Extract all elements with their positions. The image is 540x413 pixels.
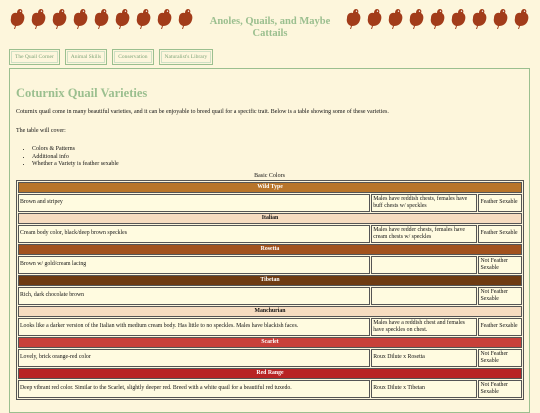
quail-icon bbox=[71, 8, 89, 30]
sexing-notes: Males have reddish chests, females have buff chests w/ speckles bbox=[371, 194, 477, 212]
quail-banner-right bbox=[344, 8, 530, 30]
page-title: Coturnix Quail Varieties bbox=[16, 86, 148, 100]
table-row bbox=[18, 256, 522, 274]
sexing-notes bbox=[371, 287, 477, 305]
sexing-notes: Males have redder chests, females have cream chests w/ speckles bbox=[371, 225, 477, 243]
sexing-notes: Males have a reddish chest and females have speckles on chest. bbox=[371, 318, 477, 336]
group-header-manchurian: Manchurian bbox=[18, 306, 522, 317]
feather-sexable: Feather Sexable bbox=[478, 194, 522, 212]
feather-sexable: Not Feather Sexable bbox=[478, 380, 522, 398]
list-item: • Colors & Patterns bbox=[32, 146, 523, 154]
feather-sexable: Feather Sexable bbox=[478, 225, 522, 243]
table-row bbox=[18, 194, 522, 212]
variety-description: Brown w/ gold/cream lacing bbox=[18, 256, 370, 274]
quail-icon bbox=[50, 8, 68, 30]
site-header bbox=[0, 0, 540, 44]
quail-banner-left bbox=[8, 8, 194, 30]
variety-description: Lovely, brick orange-red color bbox=[18, 349, 370, 367]
quail-icon bbox=[155, 8, 173, 30]
table-row bbox=[18, 380, 522, 398]
nav-animal-skills[interactable]: Animal Skills bbox=[65, 49, 107, 65]
variety-description: Rich, dark chocolate brown bbox=[18, 287, 370, 305]
group-header-red-range: Red Range bbox=[18, 368, 522, 379]
covers-list bbox=[16, 146, 523, 169]
sexing-notes: Roux Dilute x Rosetta bbox=[371, 349, 477, 367]
feather-sexable: Not Feather Sexable bbox=[478, 287, 522, 305]
group-header-tibetan: Tibetan bbox=[18, 275, 522, 286]
quail-icon bbox=[113, 8, 131, 30]
covers-label: The table will cover: bbox=[16, 128, 66, 134]
quail-icon bbox=[134, 8, 152, 30]
quail-icon bbox=[344, 8, 362, 30]
quail-icon bbox=[8, 8, 26, 30]
variety-description: Deep vibrant red color. Similar to the Scarlet, slightly deeper red. Breed with a white quail for a beautiful red tuxedo. bbox=[18, 380, 370, 398]
quail-icon bbox=[449, 8, 467, 30]
nav-naturalists-library[interactable]: Naturalist's Library bbox=[159, 49, 214, 65]
quail-icon bbox=[92, 8, 110, 30]
nav-quail-corner[interactable]: The Quail Corner bbox=[9, 49, 60, 65]
variety-description: Looks like a darker version of the Italian with medium cream body. Has little to no speckles. Males have blackish faces. bbox=[18, 318, 370, 336]
quail-icon bbox=[29, 8, 47, 30]
feather-sexable: Not Feather Sexable bbox=[478, 349, 522, 367]
table-row bbox=[18, 225, 522, 243]
quail-icon bbox=[176, 8, 194, 30]
feather-sexable: Not Feather Sexable bbox=[478, 256, 522, 274]
list-item: • Whether a Variety is feather sexable bbox=[32, 161, 523, 169]
quail-icon bbox=[512, 8, 530, 30]
quail-icon bbox=[386, 8, 404, 30]
group-header-scarlet: Scarlet bbox=[18, 337, 522, 348]
quail-icon bbox=[470, 8, 488, 30]
list-item: • Additional info bbox=[32, 154, 523, 162]
group-header-italian: Italian bbox=[18, 213, 522, 224]
table-row bbox=[18, 349, 522, 367]
table-row bbox=[18, 287, 522, 305]
sexing-notes bbox=[371, 256, 477, 274]
feather-sexable: Feather Sexable bbox=[478, 318, 522, 336]
quail-icon bbox=[365, 8, 383, 30]
table-caption: Basic Colors bbox=[254, 172, 285, 179]
nav-conservation[interactable]: Conservation bbox=[112, 49, 153, 65]
site-nav bbox=[9, 49, 213, 65]
sexing-notes: Roux Dilute x Tibetan bbox=[371, 380, 477, 398]
quail-icon bbox=[407, 8, 425, 30]
quail-icon bbox=[428, 8, 446, 30]
varieties-table bbox=[16, 180, 524, 400]
main-content bbox=[9, 68, 530, 413]
quail-icon bbox=[491, 8, 509, 30]
variety-description: Cream body color, black/deep brown speckles bbox=[18, 225, 370, 243]
group-header-rosetta: Rosetta bbox=[18, 244, 522, 255]
group-header-wild-type: Wild Type bbox=[18, 182, 522, 193]
intro-paragraph: Coturnix quail come in many beautiful varieties, and it can be enjoyable to breed quail for a specific trait. Below is a table showing some of these varieties. bbox=[16, 109, 389, 115]
variety-description: Brown and stripey bbox=[18, 194, 370, 212]
table-row bbox=[18, 318, 522, 336]
site-title: Anoles, Quails, and Maybe Cattails bbox=[209, 16, 331, 39]
